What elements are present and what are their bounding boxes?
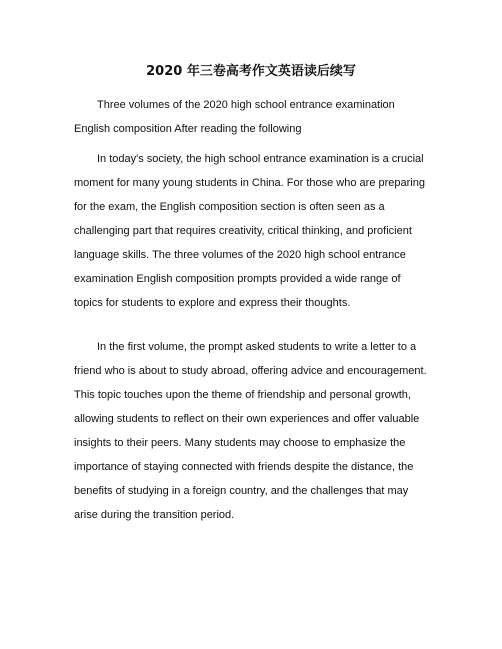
paragraph-society: In today's society, the high school entrance examination is a crucial moment for many young students in China. For those who are preparing for the exam, the English composition section is often seen as a challenging part that requires creativity, critical thinking, and proficient language skills. The three volumes of the 2020 high school entrance examination English composition prompts provided a wide range of topics for students to explore and express their thoughts. bbox=[74, 153, 425, 309]
document-title: 2020 年三卷高考作文英语读后续写 bbox=[146, 64, 356, 79]
paragraph-first-volume: In the first volume, the prompt asked students to write a letter to a friend who is about to study abroad, offering advice and encouragement. This topic touches upon the theme of friendship and personal growth, allowing students to reflect on their own experiences and offer valuable insights to their peers. Many students may choose to emphasize the importance of staying connected with friends despite the distance, the benefits of studying in a foreign country, and the challenges that may arise during the transition period. bbox=[74, 341, 427, 521]
paragraph-intro: Three volumes of the 2020 high school entrance examination English composition After reading the following bbox=[74, 99, 395, 135]
